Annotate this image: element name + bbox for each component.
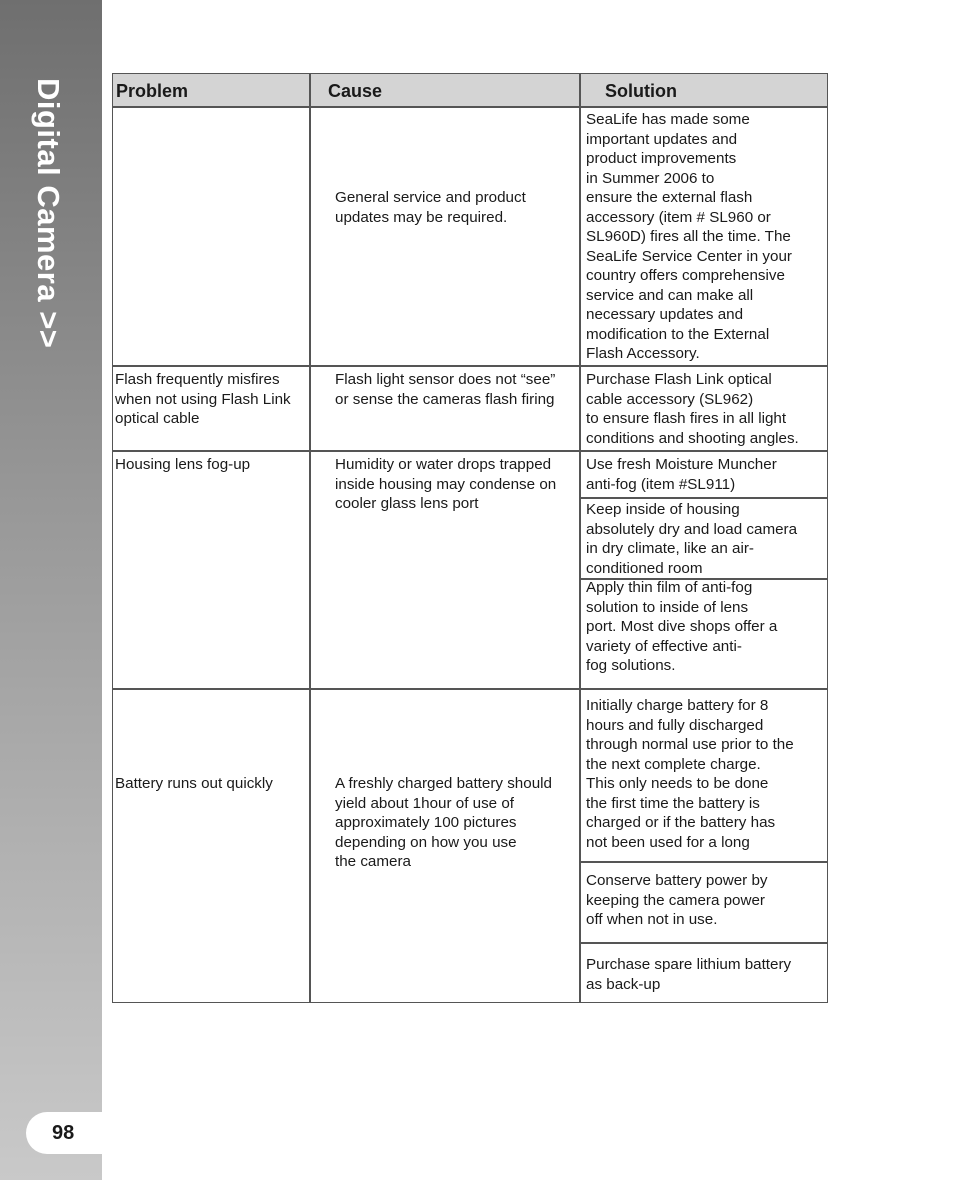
row3-solution-1: Use fresh Moisture Muncher anti-fog (item #SL911) [586, 456, 777, 493]
header-solution: Solution [605, 81, 677, 101]
row2-solution: Purchase Flash Link optical cable accessory (SL962) to ensure flash fires in all light conditions and shooting angles. [586, 371, 799, 447]
column-divider [579, 74, 581, 1002]
row3-solution-3: Apply thin film of anti-fog solution to inside of lens port. Most dive shops offer a variety of effective anti- fog solutions. [586, 579, 778, 674]
row3-cause: Humidity or water drops trapped inside housing may condense on cooler glass lens port [335, 456, 557, 512]
row1-cause: General service and product updates may be required. [335, 189, 526, 226]
row1-solution: SeaLife has made some important updates and product improvements in Summer 2006 to ensure the external flash accessory (item # SL960 or SL960D) fires all the time. The SeaLife Service Center in your country offers comprehensive service and can make all necessary updates and modification to the External Flash Accessory. [586, 111, 792, 362]
row-divider [113, 106, 827, 108]
row2-cause: Flash light sensor does not “see” or sense the cameras flash firing [335, 371, 556, 408]
row4-problem: Battery runs out quickly [115, 775, 273, 792]
sub-row-divider [579, 942, 827, 944]
row-divider [113, 688, 827, 690]
troubleshooting-table [112, 73, 828, 1003]
row4-solution-2: Conserve battery power by keeping the camera power off when not in use. [586, 872, 768, 928]
row3-problem: Housing lens fog-up [115, 456, 251, 473]
row3-solution-2: Keep inside of housing absolutely dry and load camera in dry climate, like an air- conditioned room [586, 501, 798, 577]
table-header-row [113, 74, 827, 107]
sub-row-divider [579, 861, 827, 863]
row2-problem: Flash frequently misfires when not using Flash Link optical cable [115, 371, 291, 427]
section-title: Digital Camera >> [31, 78, 66, 349]
header-problem: Problem [116, 81, 189, 101]
column-divider [309, 74, 311, 1002]
row-divider [113, 450, 827, 452]
row4-solution-1: Initially charge battery for 8 hours and fully discharged through normal use prior to the the next complete charge. This only needs to be done the first time the battery is charged or if the battery has not been used for a long [586, 697, 794, 851]
row-divider [113, 365, 827, 367]
row4-solution-3: Purchase spare lithium battery as back-up [586, 956, 792, 993]
sub-row-divider [579, 497, 827, 499]
row4-cause: A freshly charged battery should yield about 1hour of use of approximately 100 pictures depending on how you use the camera [335, 775, 552, 870]
sidebar [0, 0, 102, 1180]
page-number: 98 [26, 1112, 102, 1154]
header-cause: Cause [328, 81, 383, 101]
